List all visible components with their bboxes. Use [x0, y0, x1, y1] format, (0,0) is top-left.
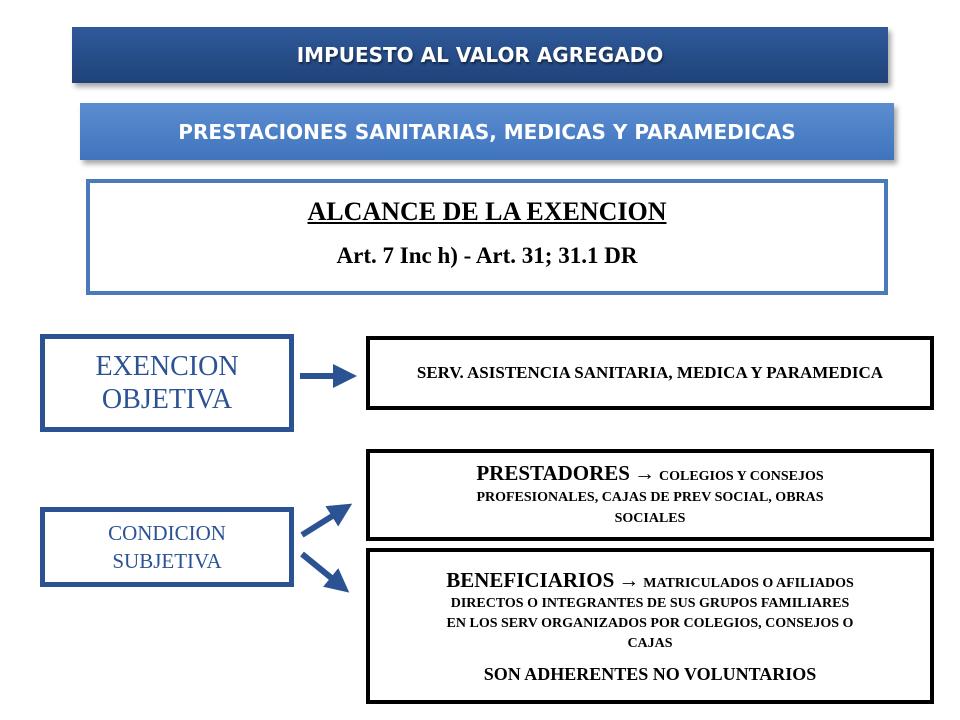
- prestadores-line1: COLEGIOS Y CONSEJOS: [658, 469, 824, 484]
- alcance-article: Art. 7 Inc h) - Art. 31; 31.1 DR: [336, 243, 638, 268]
- title-text: IMPUESTO AL VALOR AGREGADO: [296, 43, 664, 67]
- beneficiarios-note: SON ADHERENTES NO VOLUNTARIOS: [483, 663, 817, 684]
- condicion-subjetiva-line1: CONDICION: [108, 521, 226, 545]
- prestadores-label: PRESTADORES: [476, 461, 630, 485]
- condicion-subjetiva-line2: SUBJETIVA: [112, 549, 222, 573]
- exencion-objetiva-line1: EXENCION: [95, 351, 239, 382]
- beneficiarios-line1: MATRICULADOS O AFILIADOS: [643, 575, 854, 591]
- arrow-condicion-to-prestadores: [302, 510, 342, 535]
- arrow-right-icon: →: [633, 461, 655, 485]
- servicio-text: SERV. ASISTENCIA SANITARIA, MEDICA Y PARAMEDICA: [416, 363, 884, 382]
- prestadores-line3: SOCIALES: [614, 511, 686, 526]
- beneficiarios-label: BENEFICIARIOS: [446, 567, 615, 592]
- beneficiarios-line2: DIRECTOS O INTEGRANTES DE SUS GRUPOS FAMILIARES: [450, 595, 850, 611]
- alcance-title: ALCANCE DE LA EXENCION: [307, 197, 667, 226]
- subtitle-text: PRESTACIONES SANITARIAS, MEDICAS Y PARAMEDICAS: [178, 119, 796, 144]
- arrow-condicion-to-beneficiarios: [302, 554, 340, 585]
- prestadores-line2: PROFESIONALES, CAJAS DE PREV SOCIAL, OBRAS: [476, 490, 824, 505]
- arrow-right-icon: →: [618, 567, 640, 592]
- beneficiarios-line4: CAJAS: [627, 635, 673, 651]
- exencion-objetiva-line2: OBJETIVA: [101, 384, 233, 415]
- beneficiarios-line3: EN LOS SERV ORGANIZADOS POR COLEGIOS, CONSEJOS O: [446, 615, 854, 631]
